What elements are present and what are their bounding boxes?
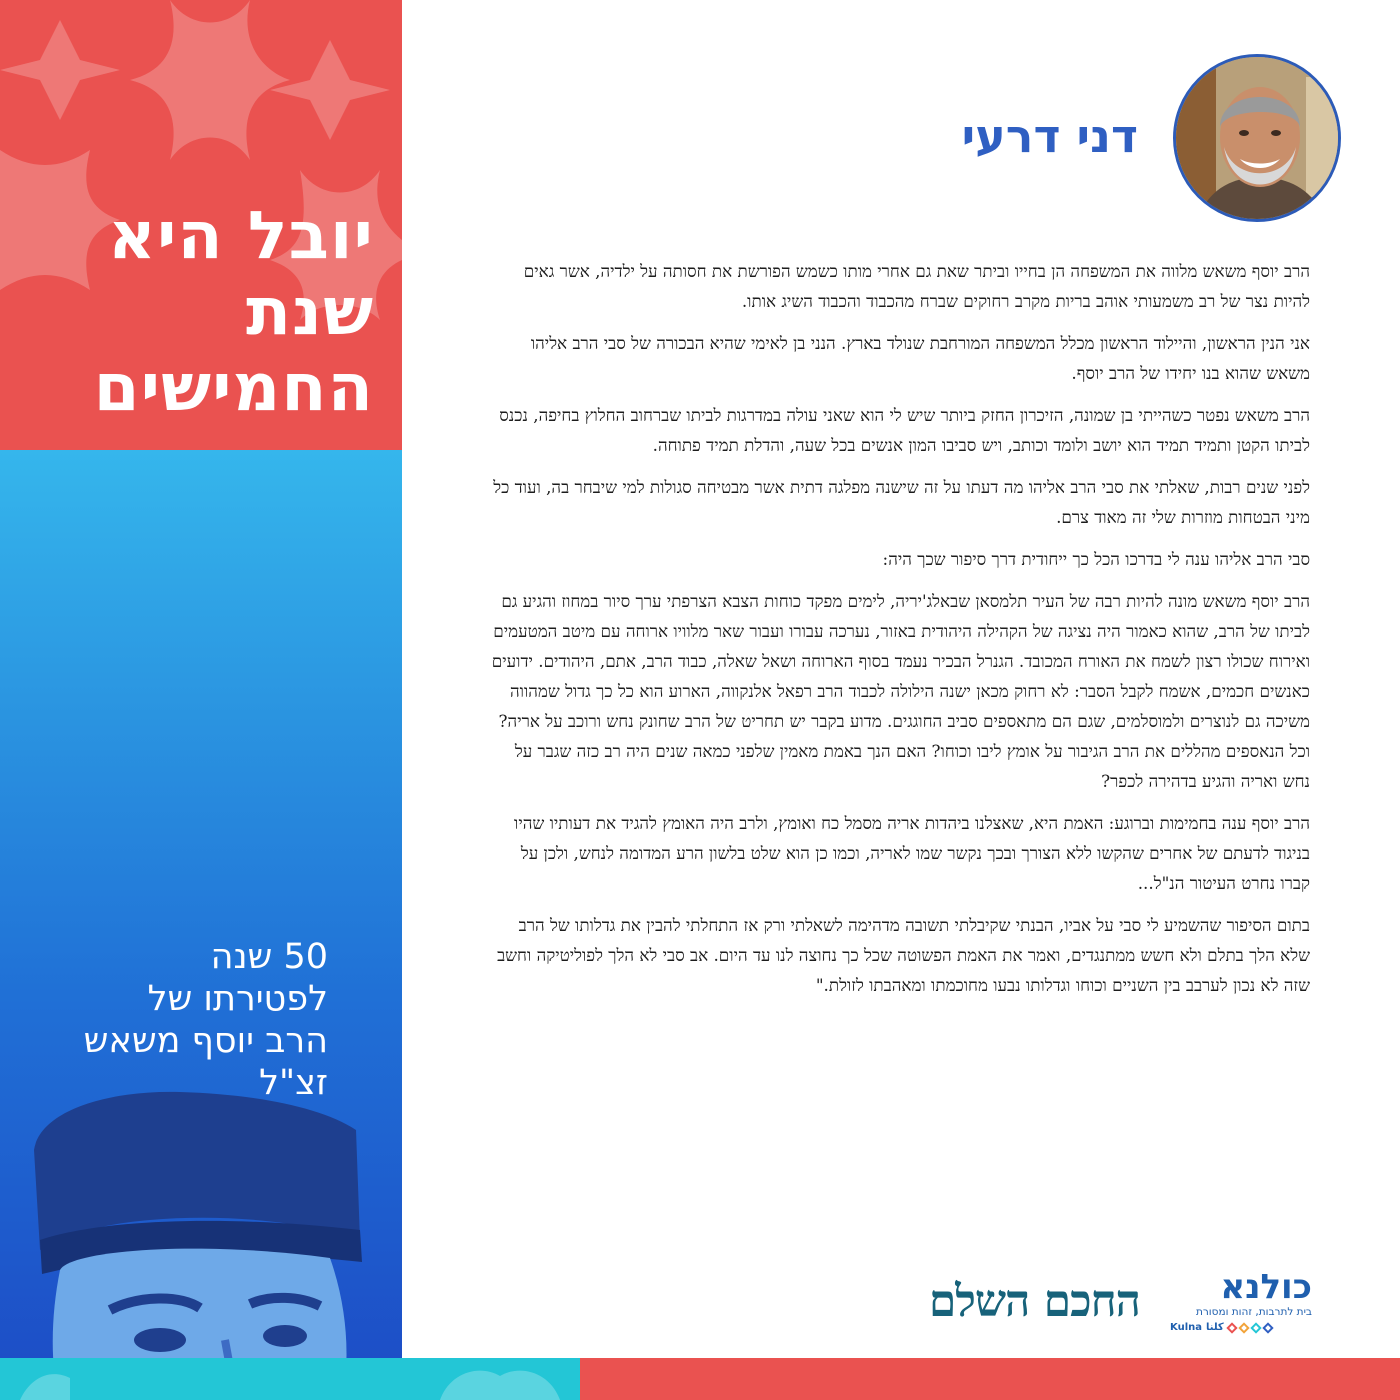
kulna-tagline: בית לתרבות, זהות ומסורת: [1195, 1306, 1312, 1318]
diamond-icon: [1226, 1322, 1237, 1333]
author-photo-image: [1176, 57, 1341, 222]
band-ornament: [0, 1358, 580, 1400]
jubilee-title: [14, 198, 374, 426]
bottom-band-cyan: [0, 1358, 580, 1400]
kulna-logo: [1170, 1267, 1312, 1342]
article-paragraph: אני הנין הראשון, והיילוד הראשון מכלל המשפחה המורחבת שנולד בארץ. הנני בן לאימי שהיא הבכורה של סבי הרב אליהו משאש שהוא בנו יחידו של הרב יוסף.: [530, 333, 1310, 383]
subtitle-line-4: זצ"ל: [259, 1063, 328, 1103]
memorial-subtitle: [8, 936, 328, 1104]
kulna-latin: Kulna: [1170, 1322, 1202, 1333]
article-paragraph: בתום הסיפור שהשמיע לי סבי על אביו, הבנתי שקיבלתי תשובה מדהימה לשאלתי ורק אז התחלתי להבין את גדלותו של הרב שלא הלך בתלם ולא חשש ממתנגדים, ואמר את האמת הפשוטה שכל כך נחוצה לנו עד היום. אב סבי לא הלך לפוליטיקה וחשב שזה לא נכון לערבב בין השניים וכוחו וגדלותו נבעו מחוכמתו ומאהבתו לזולת.": [497, 915, 1310, 995]
article-paragraph: לפני שנים רבות, שאלתי את סבי הרב אליהו מה דעתו על זה שישנה מפלגה דתית אשר מבטיחה סגולות למי שיבחר בה, ועוד כל מיני הבטחות מוזרות שלי זה מאוד צרם.: [493, 477, 1310, 527]
hakham-hashalem-logo: החכם השלם: [928, 1276, 1140, 1327]
subtitle-line-1: 50 שנה: [210, 937, 328, 977]
title-line-1: יובל היא: [107, 197, 374, 274]
kulna-multilingual-row: [1170, 1322, 1312, 1333]
author-name: דני דרעי: [961, 109, 1138, 163]
memorial-block: [0, 450, 402, 1358]
subtitle-line-2: לפטירתו של: [147, 979, 328, 1019]
title-line-2: שנת: [245, 273, 374, 350]
kulna-arabic: كلنا: [1206, 1322, 1224, 1333]
left-panel: [0, 0, 402, 1358]
bottom-band-coral: [580, 1358, 1400, 1400]
author-avatar: [1173, 54, 1341, 222]
subtitle-line-3: הרב יוסף משאש: [83, 1021, 328, 1061]
diamond-icon: [1238, 1322, 1249, 1333]
title-block: [0, 0, 402, 450]
diamond-icon: [1262, 1322, 1273, 1333]
article-paragraph: הרב יוסף משאש מלווה את המשפחה הן בחייו וביתר שאת גם אחרי מותו כשמש הפורשת את חסותה על ילדיה, אשר גאים להיות נצר של רב משמעותי אוהב בריות מקרב רחוקים שברח מהכבוד והכבוד השיג אותו.: [523, 261, 1310, 311]
rabbi-portrait-image: [0, 1090, 402, 1358]
title-line-3: החמישים: [93, 349, 374, 426]
article-paragraph: סבי הרב אליהו ענה לי בדרכו הכל כך ייחודית דרך סיפור שכך היה:: [882, 549, 1310, 569]
article-paragraph: הרב משאש נפטר כשהייתי בן שמונה, הזיכרון החזק ביותר שיש לי הוא שאני עולה במדרגות לביתו שברחוב החלוץ בחיפה, נכנס לביתו הקטן ותמיד תמיד הוא יושב ולומד וכותב, ויש סביבו המון אנשים בכל שעה, והדלת תמיד פתוחה.: [499, 405, 1310, 455]
article-paragraph: הרב יוסף משאש מונה להיות רבה של העיר תלמסאן שבאלג'יריה, לימים מפקד כוחות הצבא הצרפתי ערך סיור במחוז והגיע גם לביתו של הרב, שהוא כאמור היה נציגה של הקהילה היהודית באזור, נערכה עבורו ועבור שאר מלוויו ארוחה עם מיטב המטעמים ואירוח שכולו רצון לשמח את האורח המכובד. הגנרל הבכיר נעמד בסוף הארוחה ושאל שאלה, כבוד הרב, אתם, היהודים. ידועים כאנשים חכמים, אשמח לקבל הסבר: לא רחוק מכאן ישנה הילולה לכבוד הרב רפאל אלנקווה, הארוע הוא כל כך גדול שמהווה משיכה גם לנוצרים ולמוסלמים, שגם הם מתאספים סביב החוגגים. מדוע בקבר יש תחריט של הרב שחונק נחש ורוכב על אריה? וכל הנאספים מהללים את הרב הגיבור על אומץ ליבו וכוחו? האם הנך באמת מאמין שלפני כמאה שנים היה רב כזה שגבר על נחש ואריה והגיע בדהירה לכפר?: [491, 591, 1310, 791]
article-body: [488, 256, 1310, 1012]
kulna-wordmark: כולנא: [1220, 1267, 1312, 1307]
diamond-icon: [1250, 1322, 1261, 1333]
article-paragraph: הרב יוסף ענה בחמימות וברוגע: האמת היא, שאצלנו ביהדות אריה מסמל כח ואומץ, ולרב היה האומץ להגיד את דעותיו שהיו בניגוד לדעתם של אחרים שהקשו ללא הצורך ובכך נקשר שמו לאריה, וכמו כן הוא שלט בלשון הרע המדומה לנחש, ולכן על קברו נחרט העיטור הנ"ל...: [514, 813, 1310, 893]
